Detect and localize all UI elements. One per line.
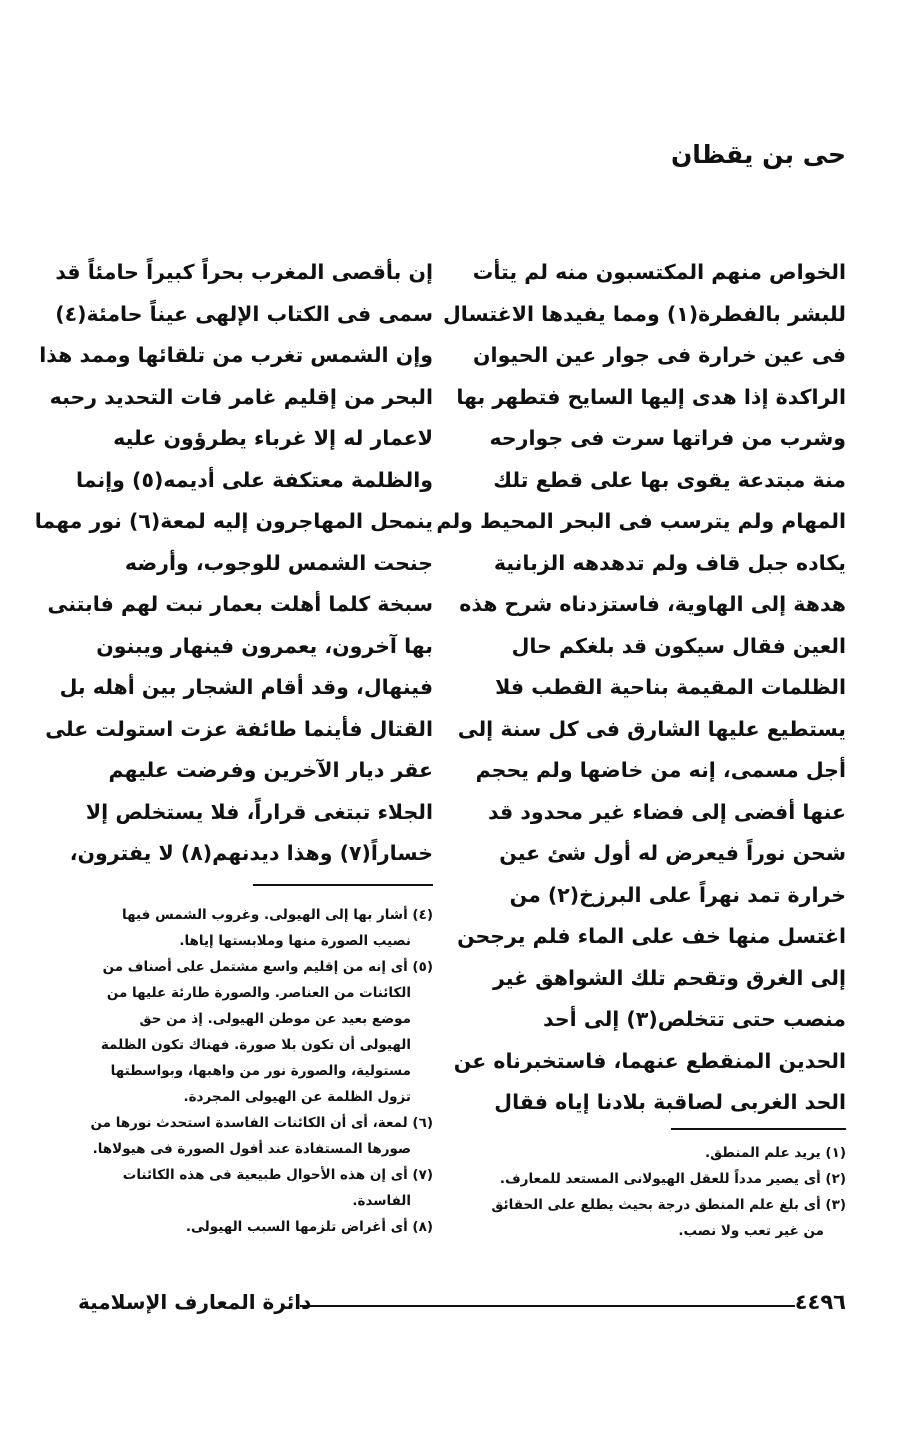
footnotes-left-column [73, 902, 433, 1240]
text-line: خساراً(٧) وهذا ديدنهم(٨) لا يفترون، [69, 841, 433, 865]
text-line: جنحت الشمس للوجوب، وأرضه [124, 550, 433, 575]
text-line: عنها أفضى إلى فضاء غير محدود قد [487, 799, 846, 824]
footnote-line: الهيولى أن تكون بلا صورة. فهناك تكون الظلمة [100, 1037, 411, 1053]
footnote-line: تزول الظلمة عن الهيولى المجردة. [183, 1089, 411, 1105]
footer-rule [300, 1305, 795, 1307]
text-line: المهام ولم يترسب فى البحر المحيط ولم [436, 509, 846, 533]
main-text-left-column [34, 252, 433, 875]
footnote-line: (٤) أشار بها إلى الهيولى. وغروب الشمس فيها [122, 907, 433, 923]
page-number: ٤٤٩٦ [794, 1290, 846, 1314]
text-line: منصب حتى تتخلص(٣) إلى أحد [543, 1007, 846, 1031]
text-line: الحدين المنقطع عنهما، فاستخبرناه عن [453, 1048, 846, 1073]
footnote-line: (٣) أى بلغ علم المنطق درجة بحيث يطلع على الحقائق [491, 1197, 846, 1213]
text-line: الراكدة إذا هدى إليها السايح فتطهر بها [456, 384, 846, 409]
text-line: ينمحل المهاجرون إليه لمعة(٦) نور مهما [34, 509, 433, 533]
footnote-line: موضع بعيد عن موطن الهيولى. إذ من حق [139, 1011, 411, 1027]
text-line: والظلمة معتكفة على أديمه(٥) وإنما [76, 467, 433, 492]
footnote-line: (٦) لمعة، أى أن الكائنات الفاسدة استحدث نورها من [90, 1115, 433, 1131]
text-line: الظلمات المقيمة بناحية القطب فلا [495, 675, 846, 699]
text-line: شحن نوراً فيعرض له أول شئ عين [499, 841, 846, 865]
footnote-divider-right [671, 1128, 846, 1130]
text-line: إلى الغرق وتقحم تلك الشواهق غير [492, 965, 846, 990]
footnote-line: (٨) أى أغراض تلزمها السبب الهيولى. [185, 1219, 433, 1235]
text-line: إن بأقصى المغرب بحراً كبيراً حامئاً قد [55, 260, 433, 284]
text-line: منة مبتدعة يقوى بها على قطع تلك [493, 467, 846, 492]
text-line: الجلاء تبتغى قراراً، فلا يستخلص إلا [85, 799, 433, 824]
text-line: أجل مسمى، إنه من خاضها ولم يحجم [475, 758, 846, 782]
footnote-line: مستولية، والصورة نور من واهبها، وبواسطتها [110, 1063, 411, 1079]
publication-title: دائرة المعارف الإسلامية [78, 1290, 312, 1314]
footnote-line: (٧) أى إن هذه الأحوال طبيعية فى هذه الكائنات [122, 1167, 433, 1183]
footnote-line: من غير تعب ولا نصب. [678, 1223, 824, 1239]
footnote-divider-left [253, 884, 433, 886]
text-line: الخواص منهم المكتسبون منه لم يتأت [472, 260, 846, 284]
text-line: للبشر بالفطرة(١) ومما يفيدها الاغتسال [443, 301, 846, 326]
text-line: سبخة كلما أهلت بعمار نبت لهم فابتنى [47, 592, 433, 616]
footnote-line: (٥) أى إنه من إقليم واسع مشتمل على أصناف من [102, 959, 433, 975]
main-text-right-column [436, 252, 846, 1124]
text-line: خرارة تمد نهراً على البرزخ(٢) من [509, 882, 846, 907]
text-line: العين فقال سيكون قد بلغكم حال [511, 633, 846, 658]
text-line: وشرب من فراتها سرت فى جوارحه [489, 426, 846, 450]
text-line: فى عين خرارة فى جوار عين الحيوان [473, 343, 846, 367]
footnotes-right-column [491, 1140, 846, 1244]
text-line: سمى فى الكتاب الإلهى عيناً حامئة(٤) [55, 301, 433, 326]
footnote-line: (١) يريد علم المنطق. [704, 1145, 846, 1161]
footnote-line: الكائنات من العناصر. والصورة طارئة عليها من [106, 985, 411, 1001]
text-line: اغتسل منها خف على الماء فلم يرجحن [457, 924, 846, 948]
text-line: فينهال، وقد أقام الشجار بين أهله بل [59, 675, 433, 699]
text-line: لاعمار له إلا غرباء يطرؤون عليه [113, 426, 433, 450]
footnote-line: (٢) أى يصير مدداً للعقل الهيولانى المستعد للمعارف. [499, 1171, 846, 1187]
text-line: الحد الغربى لصاقبة بلادنا إياه فقال [494, 1090, 846, 1114]
text-line: يكاده جبل قاف ولم تدهدهه الزبانية [493, 550, 846, 575]
text-line: عقر ديار الآخرين وفرضت عليهم [108, 758, 433, 782]
text-line: البحر من إقليم غامر فات التحديد رحبه [49, 384, 433, 409]
running-head: حى بن يقظان [670, 140, 846, 169]
text-line: هدهة إلى الهاوية، فاستزدناه شرح هذه [459, 592, 846, 616]
footnote-line: نصيب الصورة منها وملابستها إياها. [179, 933, 411, 949]
text-line: القتال فأينما طائفة عزت استولت على [45, 716, 433, 741]
footnote-line: الفاسدة. [352, 1193, 411, 1209]
footnote-line: صورها المستفادة عند أفول الصورة فى هيولاها. [92, 1141, 411, 1157]
text-line: يستطيع عليها الشارق فى كل سنة إلى [457, 716, 846, 741]
text-line: وإن الشمس تغرب من تلقائها وممد هذا [39, 343, 433, 367]
text-line: بها آخرون، يعمرون فينهار ويبنون [96, 633, 433, 658]
